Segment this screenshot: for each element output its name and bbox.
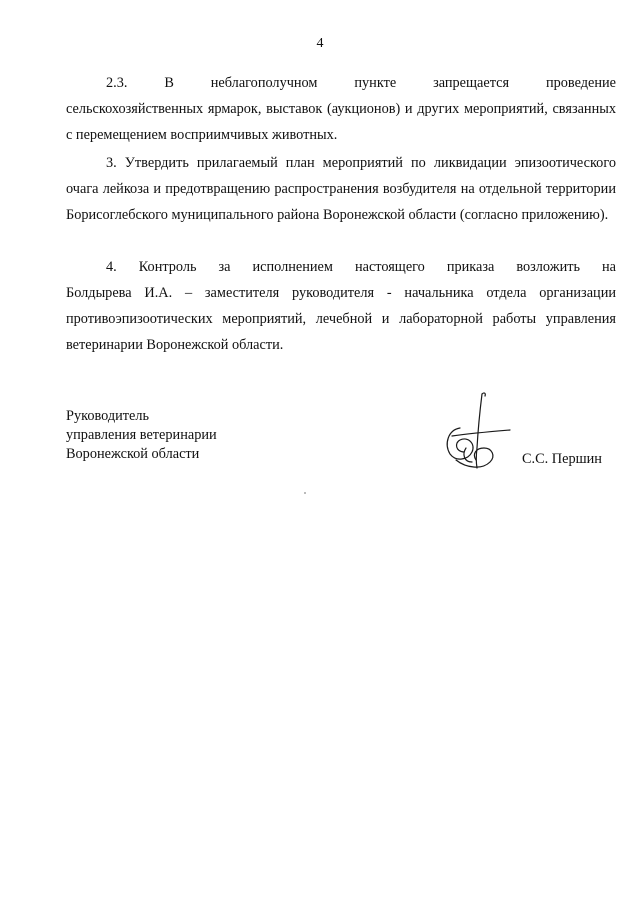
signatory-title-line: Руководитель [66,408,150,424]
signatory-title-line: управления ветеринарии [66,427,217,443]
paragraph-2-3 [66,70,616,148]
paragraph-2-3-first-line: 2.3. В неблагополучном пункте запрещается проведение [106,75,616,91]
paragraph-2-3-text: сельскохозяйственных ярмарок, выставок (аукционов) и других мероприятий, связанных с перемещением восприимчивых животных. [66,101,616,143]
paragraph-4 [66,254,616,358]
handwritten-signature-icon [436,390,516,474]
signer-name: С.С. Першин [522,451,602,467]
paragraph-4-text: Болдырева И.А. – заместителя руководителя - начальника отдела организации противоэпизоотических мероприятий, лечебной и лабораторной работы управления ветеринарии Воронежской области. [66,285,616,353]
signatory-title [66,407,217,464]
paragraph-3: 3. Утвердить прилагаемый план мероприятий по ликвидации эпизоотического очага лейкоза и предотвращению распространения возбудителя на отдельной территории Борисоглебского муниципального района Воронежской области (согласно приложению). [66,155,616,223]
paragraph-4-first-line: 4. Контроль за исполнением настоящего приказа возложить на [106,259,616,275]
signatory-title-line: Воронежской области [66,446,200,462]
page-number: 4 [316,36,324,51]
scan-speck [304,492,306,494]
